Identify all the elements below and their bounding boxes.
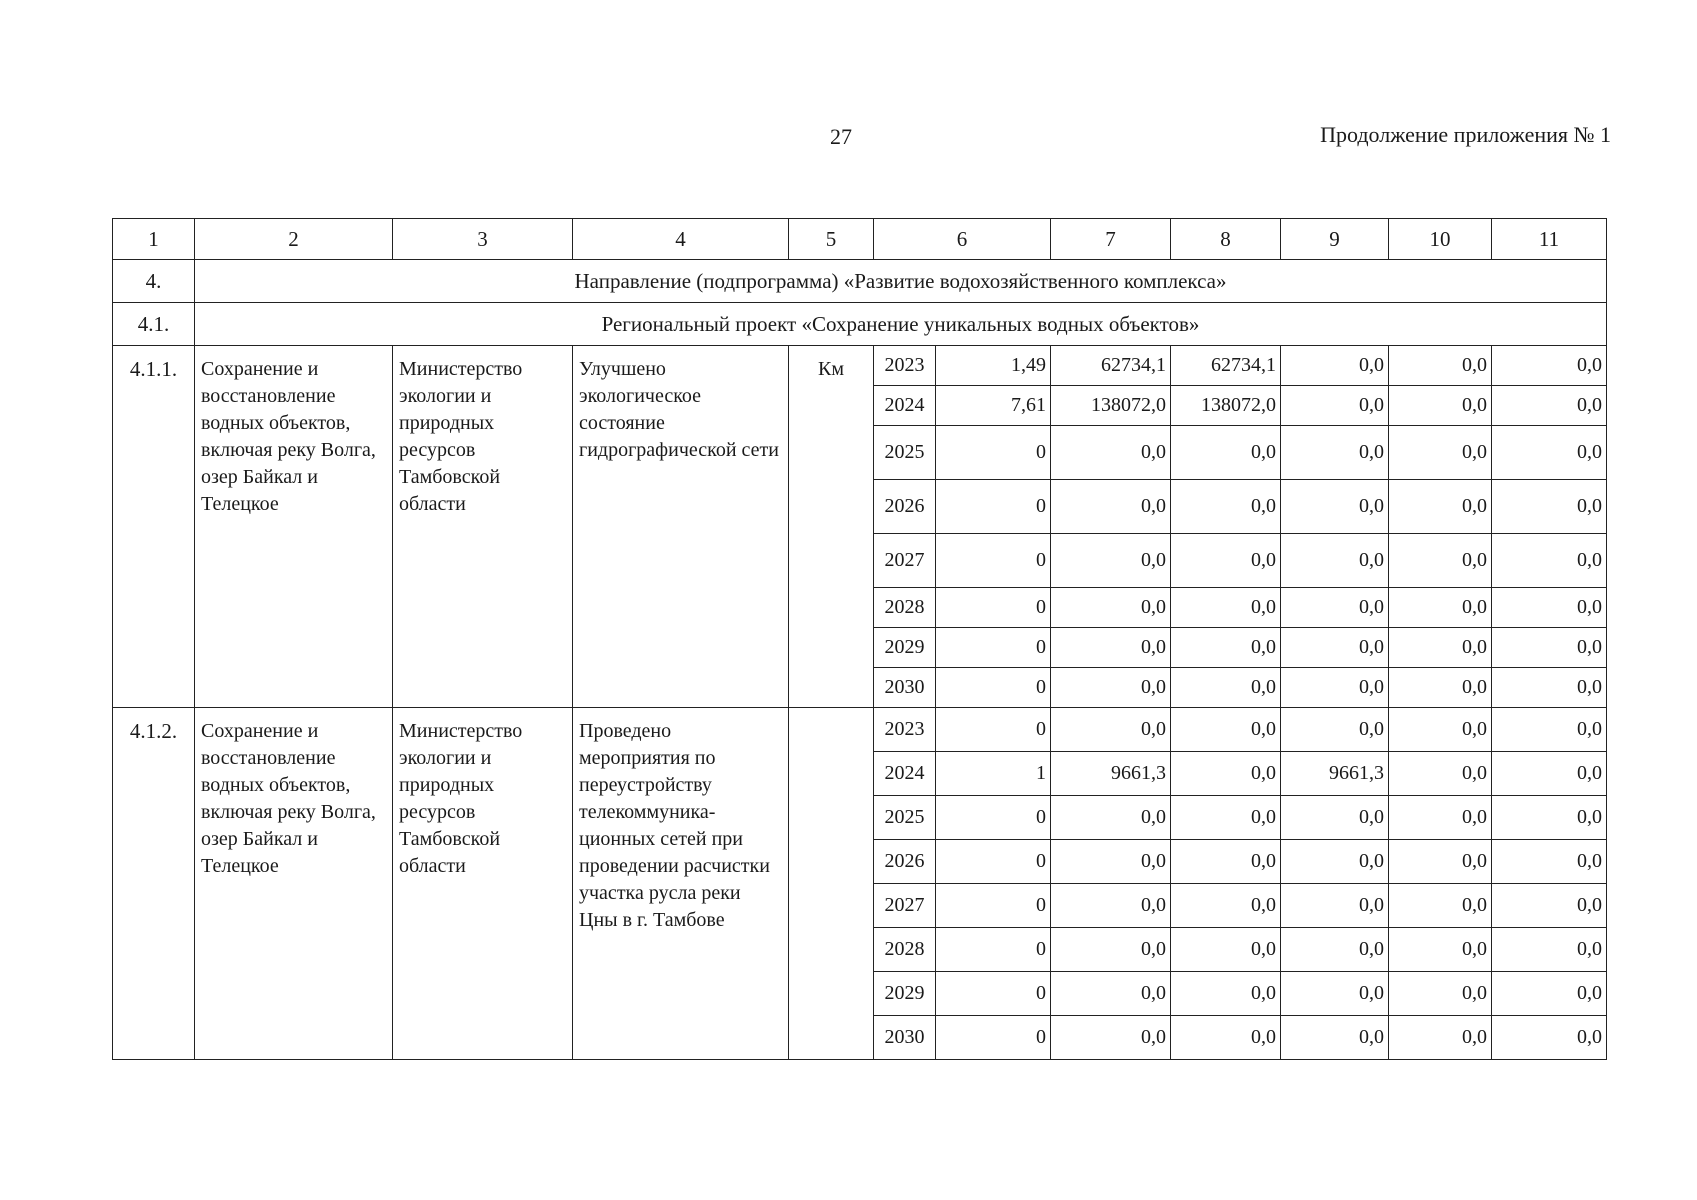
value-cell: 0,0 [1389,426,1492,480]
value-cell: 0,0 [1492,668,1607,708]
section-number: 4. [113,260,195,303]
activity-group [113,346,1607,708]
program-table [112,218,1607,1060]
year-cell: 2027 [874,534,936,588]
value-cell: 0,0 [1492,752,1607,796]
value-cell: 0,0 [1171,588,1281,628]
value-cell: 0,0 [1492,426,1607,480]
value-cell: 62734,1 [1171,346,1281,386]
value-cell: 0 [936,1016,1051,1060]
responsible-executor: Министерство экологии и природных ресурсов Тамбовской области [393,708,573,1060]
value-cell: 0,0 [1171,752,1281,796]
section-row [113,303,1607,346]
value-cell: 0,0 [1389,1016,1492,1060]
value-cell: 0,0 [1389,668,1492,708]
value-cell: 138072,0 [1171,386,1281,426]
value-cell: 0,0 [1051,534,1171,588]
responsible-executor: Министерство экологии и природных ресурсов Тамбовской области [393,346,573,708]
header-cell: 10 [1389,219,1492,260]
section-number: 4.1. [113,303,195,346]
activity-group [113,708,1607,1060]
value-cell: 0,0 [1051,480,1171,534]
column-number-row [113,219,1607,260]
measurement-unit [789,708,874,1060]
value-cell: 62734,1 [1051,346,1171,386]
value-cell: 0,0 [1281,1016,1389,1060]
value-cell: 0,0 [1171,928,1281,972]
header-cell: 6 [874,219,1051,260]
activity-number: 4.1.2. [113,708,195,1060]
year-cell: 2028 [874,588,936,628]
value-cell: 0,0 [1171,884,1281,928]
table-row [113,708,1607,752]
header-cell: 7 [1051,219,1171,260]
header-cell: 11 [1492,219,1607,260]
activity-result: Проведено мероприятия по переустройству телекоммуника-ционных сетей при проведении расчистки участка русла реки Цны в г. Тамбове [573,708,789,1060]
value-cell: 0 [936,796,1051,840]
year-cell: 2026 [874,480,936,534]
value-cell: 0 [936,840,1051,884]
value-cell: 0,0 [1281,708,1389,752]
measurement-unit: Км [789,346,874,708]
value-cell: 0,0 [1389,588,1492,628]
header-cell: 5 [789,219,874,260]
value-cell: 0,0 [1281,534,1389,588]
value-cell: 0,0 [1171,668,1281,708]
value-cell: 0,0 [1389,534,1492,588]
value-cell: 0,0 [1051,972,1171,1016]
year-cell: 2028 [874,928,936,972]
section-title: Направление (подпрограмма) «Развитие водохозяйственного комплекса» [195,260,1607,303]
header-cell: 1 [113,219,195,260]
year-cell: 2023 [874,708,936,752]
appendix-continuation-label: Продолжение приложения № 1 [1320,122,1611,147]
year-cell: 2024 [874,386,936,426]
value-cell: 0 [936,426,1051,480]
activity-number: 4.1.1. [113,346,195,708]
value-cell: 0,0 [1281,480,1389,534]
value-cell: 0 [936,480,1051,534]
value-cell: 0,0 [1389,972,1492,1016]
value-cell: 0,0 [1389,840,1492,884]
value-cell: 0 [936,534,1051,588]
value-cell: 0,0 [1171,628,1281,668]
activity-name: Сохранение и восстановление водных объектов, включая реку Волга, озер Байкал и Телецкое [195,346,393,708]
value-cell: 0,0 [1051,884,1171,928]
value-cell: 0,0 [1389,628,1492,668]
value-cell: 9661,3 [1281,752,1389,796]
value-cell: 7,61 [936,386,1051,426]
year-cell: 2029 [874,972,936,1016]
year-cell: 2025 [874,426,936,480]
value-cell: 0,0 [1051,796,1171,840]
value-cell: 0,0 [1492,884,1607,928]
value-cell: 0,0 [1389,796,1492,840]
value-cell: 0,0 [1492,386,1607,426]
value-cell: 0 [936,928,1051,972]
value-cell: 0,0 [1389,480,1492,534]
value-cell: 0,0 [1281,796,1389,840]
value-cell: 0,0 [1051,588,1171,628]
value-cell: 0,0 [1051,1016,1171,1060]
page-number: 27 [830,124,852,149]
year-cell: 2023 [874,346,936,386]
value-cell: 0,0 [1389,346,1492,386]
value-cell: 0,0 [1492,840,1607,884]
value-cell: 0,0 [1171,534,1281,588]
value-cell: 0,0 [1281,928,1389,972]
header-cell: 9 [1281,219,1389,260]
value-cell: 1,49 [936,346,1051,386]
value-cell: 0,0 [1492,588,1607,628]
value-cell: 0,0 [1171,708,1281,752]
year-cell: 2024 [874,752,936,796]
value-cell: 0,0 [1171,840,1281,884]
value-cell: 0,0 [1389,884,1492,928]
value-cell: 0,0 [1492,1016,1607,1060]
value-cell: 0,0 [1171,480,1281,534]
value-cell: 0,0 [1051,426,1171,480]
value-cell: 0,0 [1492,796,1607,840]
value-cell: 0,0 [1281,588,1389,628]
value-cell: 0 [936,628,1051,668]
header-cell: 3 [393,219,573,260]
year-cell: 2025 [874,796,936,840]
value-cell: 0,0 [1389,708,1492,752]
value-cell: 0,0 [1492,534,1607,588]
value-cell: 0,0 [1281,972,1389,1016]
activity-result: Улучшено экологическое состояние гидрографической сети [573,346,789,708]
value-cell: 0,0 [1389,386,1492,426]
year-cell: 2027 [874,884,936,928]
value-cell: 0,0 [1051,708,1171,752]
value-cell: 138072,0 [1051,386,1171,426]
value-cell: 0 [936,884,1051,928]
value-cell: 0,0 [1281,668,1389,708]
value-cell: 9661,3 [1051,752,1171,796]
value-cell: 1 [936,752,1051,796]
header-cell: 8 [1171,219,1281,260]
value-cell: 0,0 [1171,426,1281,480]
value-cell: 0 [936,972,1051,1016]
value-cell: 0,0 [1281,628,1389,668]
value-cell: 0,0 [1281,346,1389,386]
value-cell: 0,0 [1171,972,1281,1016]
value-cell: 0,0 [1281,884,1389,928]
value-cell: 0,0 [1051,668,1171,708]
year-cell: 2030 [874,1016,936,1060]
value-cell: 0,0 [1492,972,1607,1016]
section-row [113,260,1607,303]
header-cell: 2 [195,219,393,260]
value-cell: 0 [936,588,1051,628]
value-cell: 0,0 [1492,628,1607,668]
value-cell: 0,0 [1051,928,1171,972]
activity-name: Сохранение и восстановление водных объектов, включая реку Волга, озер Байкал и Телецкое [195,708,393,1060]
value-cell: 0,0 [1389,752,1492,796]
value-cell: 0,0 [1281,426,1389,480]
value-cell: 0,0 [1171,1016,1281,1060]
value-cell: 0,0 [1051,840,1171,884]
value-cell: 0,0 [1281,386,1389,426]
table-row [113,346,1607,386]
value-cell: 0,0 [1051,628,1171,668]
value-cell: 0,0 [1492,346,1607,386]
section-title: Региональный проект «Сохранение уникальных водных объектов» [195,303,1607,346]
value-cell: 0,0 [1492,480,1607,534]
value-cell: 0 [936,708,1051,752]
value-cell: 0,0 [1389,928,1492,972]
value-cell: 0 [936,668,1051,708]
year-cell: 2026 [874,840,936,884]
value-cell: 0,0 [1171,796,1281,840]
value-cell: 0,0 [1281,840,1389,884]
header-cell: 4 [573,219,789,260]
year-cell: 2029 [874,628,936,668]
year-cell: 2030 [874,668,936,708]
value-cell: 0,0 [1492,928,1607,972]
value-cell: 0,0 [1492,708,1607,752]
